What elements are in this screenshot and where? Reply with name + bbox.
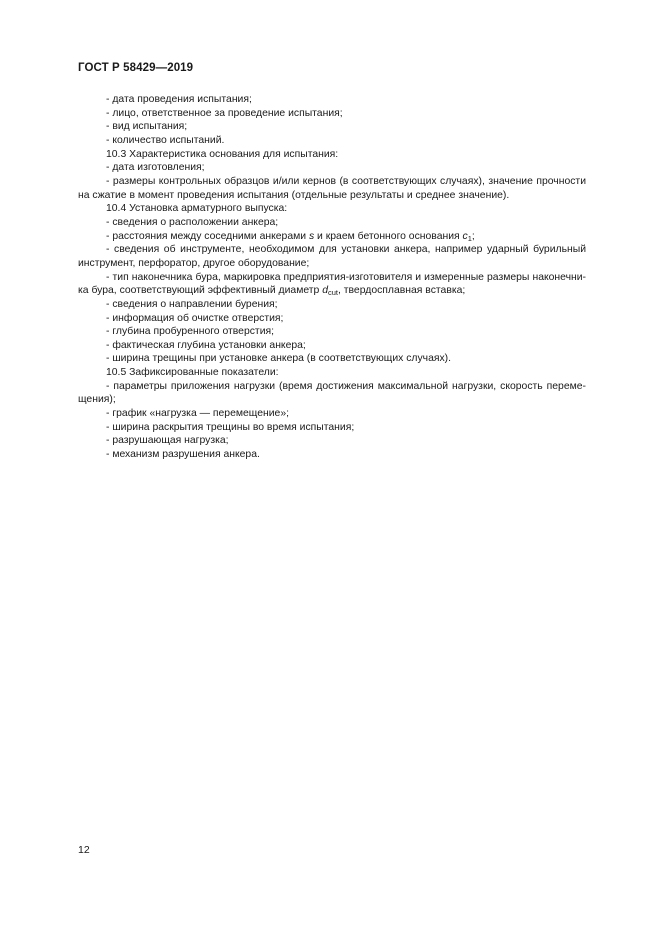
list-item: - сведения о расположении анкера; bbox=[106, 216, 279, 228]
list-item: - тип наконечника бура, маркировка предприятия-изготовителя и измеренные размеры наконечни- bbox=[106, 271, 586, 283]
list-item-continuation bbox=[78, 284, 586, 298]
list-item: - сведения о направлении бурения; bbox=[106, 298, 278, 310]
text-span: ка бура, соответствующий эффективный диаметр bbox=[78, 285, 323, 297]
section-heading: 10.5 Зафиксированные показатели: bbox=[106, 367, 279, 379]
text-span: и краем бетонного основания bbox=[314, 230, 463, 242]
list-item: - разрушающая нагрузка; bbox=[106, 435, 229, 447]
section-heading: 10.3 Характеристика основания для испытания: bbox=[106, 148, 339, 160]
list-item-continuation: щения); bbox=[78, 394, 116, 406]
list-item: - сведения об инструменте, необходимом для установки анкера, например ударный бурильный bbox=[106, 244, 586, 256]
list-item: - дата проведения испытания; bbox=[106, 94, 252, 105]
list-item: - ширина раскрытия трещины во время испытания; bbox=[106, 421, 355, 433]
list-item: - ширина трещины при установке анкера (в соответствующих случаях). bbox=[106, 353, 452, 365]
list-item: - фактическая глубина установки анкера; bbox=[106, 339, 306, 351]
list-item: - параметры приложения нагрузки (время достижения максимальной нагрузки, скорость переме- bbox=[106, 380, 586, 392]
section-heading: 10.4 Установка арматурного выпуска: bbox=[106, 203, 288, 215]
text-span: , твердосплавная вставка; bbox=[338, 285, 466, 297]
list-item bbox=[78, 230, 586, 244]
list-item: - размеры контрольных образцов и/или кернов (в соответствующих случаях), значение прочности bbox=[106, 175, 586, 187]
list-item: - информация об очистке отверстия; bbox=[106, 312, 284, 324]
list-item: - лицо, ответственное за проведение испытания; bbox=[106, 107, 343, 119]
variable-d: d bbox=[322, 285, 328, 297]
page-number: 12 bbox=[78, 844, 90, 856]
list-item: - механизм разрушения анкера. bbox=[106, 449, 260, 461]
text-span: - расстояния между соседними анкерами bbox=[106, 230, 309, 242]
list-item: - график «нагрузка — перемещение»; bbox=[106, 408, 289, 420]
list-item-continuation: на сжатие в момент проведения испытания (отдельные результаты и среднее значение). bbox=[78, 189, 510, 201]
list-item: - вид испытания; bbox=[106, 121, 188, 133]
list-item: - количество испытаний. bbox=[106, 134, 225, 146]
subscript: cut bbox=[327, 288, 338, 298]
subscript: 1 bbox=[467, 233, 472, 243]
text-span: ; bbox=[471, 230, 475, 242]
list-item-continuation: инструмент, перфоратор, другое оборудование; bbox=[78, 257, 310, 269]
document-header: ГОСТ Р 58429—2019 bbox=[78, 62, 194, 74]
variable-c: c bbox=[462, 230, 468, 242]
document-body bbox=[78, 93, 586, 462]
variable-s: s bbox=[308, 230, 315, 242]
list-item: - дата изготовления; bbox=[106, 162, 205, 174]
list-item: - глубина пробуренного отверстия; bbox=[106, 326, 275, 338]
